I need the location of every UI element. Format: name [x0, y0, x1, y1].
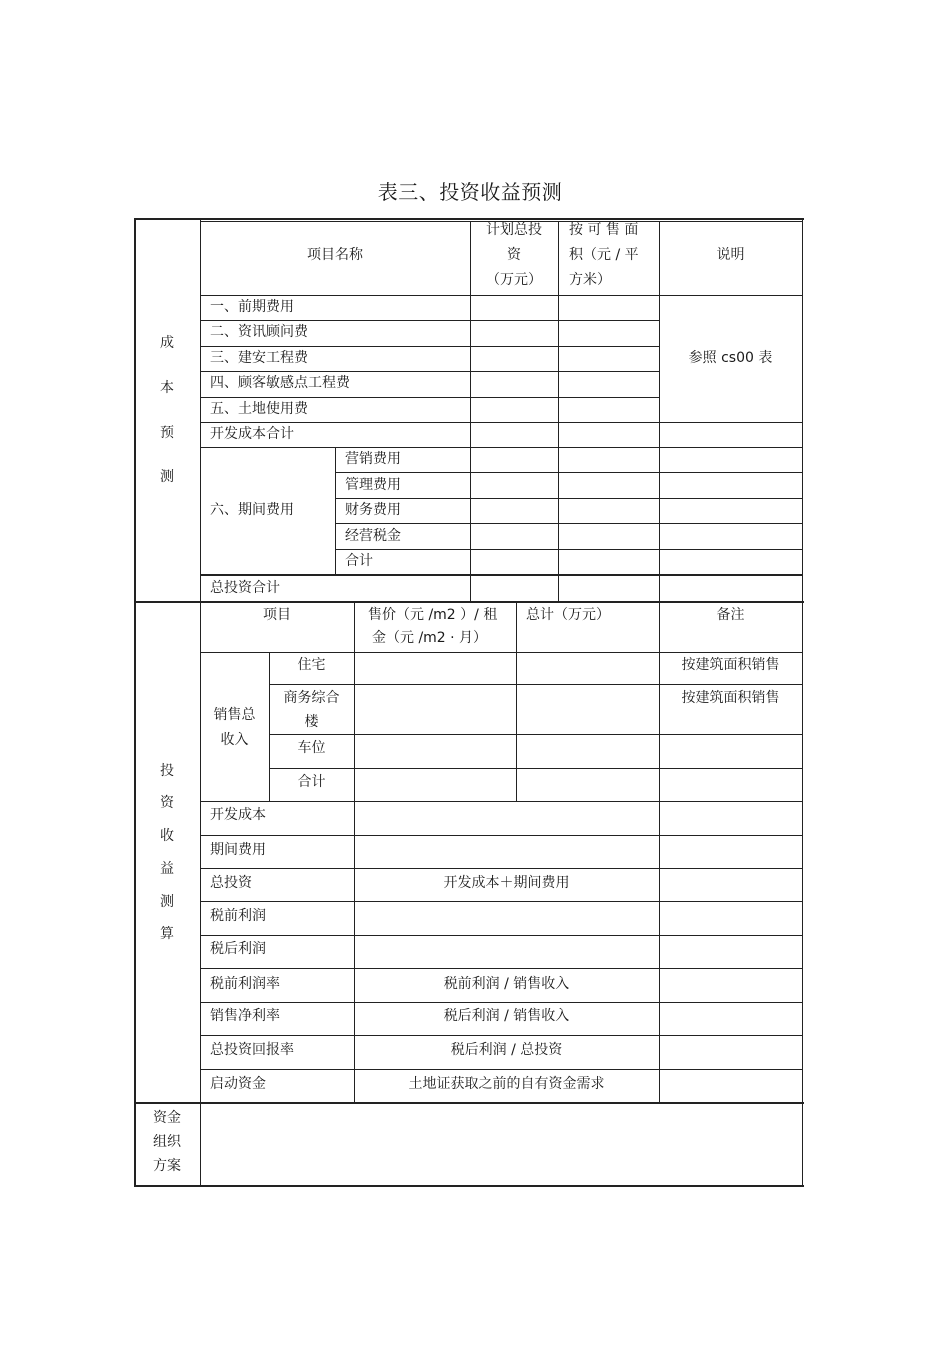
period-row-label: 经营税金	[345, 528, 401, 544]
sales-row-remark: 按建筑面积销售	[681, 690, 780, 706]
invest-row-label: 税前利润	[210, 908, 266, 924]
invest-header-price-line2: 金（元 /m2 · 月）	[372, 630, 488, 646]
invest-label-char: 资	[160, 795, 174, 811]
header-planned-line1: 计划总投	[486, 222, 542, 238]
funding-label-line2: 组织	[153, 1134, 181, 1150]
header-item-name: 项目名称	[307, 247, 363, 263]
invest-row-label: 总投资	[210, 875, 252, 891]
invest-label-char: 投	[160, 763, 174, 779]
header-per-area-line3: 方米）	[569, 272, 611, 288]
funding-label-line1: 资金	[153, 1110, 181, 1126]
invest-label-char: 收	[160, 828, 174, 844]
sales-row-label-cont: 楼	[304, 714, 319, 730]
invest-row-formula: 税后利润 / 总投资	[450, 1042, 563, 1058]
period-row-label: 合计	[345, 553, 373, 569]
invest-header-item: 项目	[263, 607, 291, 623]
invest-row-formula: 税后利润 / 销售收入	[443, 1008, 570, 1024]
reference-note: 参照 cs00 表	[688, 350, 773, 366]
invest-row-formula: 开发成本＋期间费用	[443, 875, 570, 891]
invest-row-label: 启动资金	[210, 1076, 266, 1092]
dev-cost-total-label: 开发成本合计	[210, 426, 294, 442]
header-planned-line2: 资	[507, 247, 521, 263]
invest-row-label: 税后利润	[210, 941, 266, 957]
invest-row-formula: 土地证获取之前的自有资金需求	[408, 1076, 605, 1092]
invest-row-label: 税前利润率	[210, 976, 280, 992]
sales-row-label: 住宅	[297, 657, 326, 673]
cost-row-label: 一、前期费用	[210, 299, 294, 315]
cost-label-char: 测	[160, 469, 174, 485]
invest-header-remark: 备注	[716, 607, 745, 623]
cost-label-char: 预	[160, 425, 174, 441]
cost-row-label: 二、资讯顾问费	[210, 324, 308, 340]
sales-group-label-line1: 销售总	[213, 707, 256, 723]
header-planned-line3: （万元）	[486, 272, 542, 288]
invest-row-label: 开发成本	[210, 807, 266, 823]
period-row-label: 营销费用	[345, 451, 401, 467]
sales-row-label: 合计	[297, 774, 326, 790]
total-investment-label: 总投资合计	[210, 580, 280, 596]
header-per-area-line1: 按 可 售 面	[569, 222, 639, 238]
sales-row-label: 车位	[297, 740, 326, 756]
invest-label-char: 算	[160, 926, 174, 942]
invest-label-char: 益	[160, 861, 174, 877]
header-note: 说明	[716, 247, 745, 263]
period-row-label: 财务费用	[345, 502, 401, 518]
invest-header-total: 总计（万元）	[526, 607, 610, 623]
cost-row-label: 五、土地使用费	[210, 401, 308, 417]
sales-row-remark: 按建筑面积销售	[681, 657, 780, 673]
cost-row-label: 三、建安工程费	[210, 350, 308, 366]
sales-row-label: 商务综合	[283, 690, 340, 706]
sales-group-label-line2: 收入	[220, 732, 249, 748]
header-per-area-line2: 积（元 / 平	[569, 247, 639, 263]
invest-row-formula: 税前利润 / 销售收入	[443, 976, 570, 992]
cost-label-char: 本	[160, 380, 174, 396]
cost-label-char: 成	[160, 335, 174, 351]
page-title: 表三、投资收益预测	[377, 180, 563, 204]
invest-row-label: 期间费用	[210, 842, 266, 858]
funding-label-line3: 方案	[153, 1158, 181, 1174]
invest-label-char: 测	[160, 894, 174, 910]
invest-header-price-line1: 售价（元 /m2 ）/ 租	[368, 607, 498, 623]
cost-row-label: 四、顾客敏感点工程费	[210, 375, 350, 391]
invest-row-label: 销售净利率	[210, 1008, 280, 1024]
period-row-label: 管理费用	[345, 477, 401, 493]
period-group-label: 六、期间费用	[210, 502, 294, 518]
invest-row-label: 总投资回报率	[210, 1042, 294, 1058]
